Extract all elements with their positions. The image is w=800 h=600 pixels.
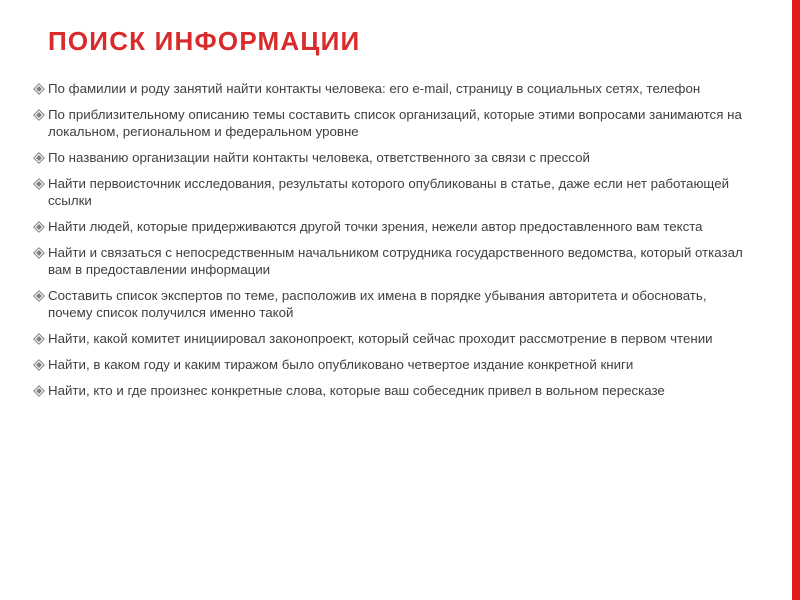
bullet-item (32, 382, 754, 399)
bullet-item (32, 80, 754, 97)
bullet-text: По названию организации найти контакты человека, ответственного за связи с прессой (48, 150, 590, 165)
bullet-text: Найти первоисточник исследования, результаты которого опубликованы в статье, даже если нет работающей ссылки (48, 176, 730, 208)
bullet-item (32, 330, 754, 347)
diamond-bullet-icon (33, 109, 45, 121)
diamond-bullet-icon (33, 385, 45, 397)
diamond-bullet-icon (33, 178, 45, 190)
slide-title: ПОИСК ИНФОРМАЦИИ (48, 26, 361, 56)
bullet-item (32, 175, 754, 209)
bullet-item (32, 149, 754, 166)
diamond-bullet-icon (33, 290, 45, 302)
bullet-item (32, 218, 754, 235)
diamond-bullet-icon (33, 152, 45, 164)
bullet-item (32, 287, 754, 321)
diamond-bullet-icon (33, 333, 45, 345)
diamond-bullet-icon (33, 83, 45, 95)
diamond-bullet-icon (33, 359, 45, 371)
bullet-text: Найти людей, которые придерживаются другой точки зрения, нежели автор предоставленного вам текста (48, 219, 703, 234)
bullet-text: По приблизительному описанию темы составить список организаций, которые этими вопросами занимаются на локальном, региональном и федеральном уровне (48, 107, 742, 139)
diamond-bullet-icon (33, 221, 45, 233)
diamond-bullet-icon (33, 247, 45, 259)
bullet-item (32, 356, 754, 373)
bullet-text: Найти, кто и где произнес конкретные слова, которые ваш собеседник привел в вольном пересказе (48, 383, 665, 398)
bullet-text: Найти, в каком году и каким тиражом было опубликовано четвертое издание конкретной книги (48, 357, 634, 372)
bullet-text: По фамилии и роду занятий найти контакты человека: его e-mail, страницу в социальных сетях, телефон (48, 81, 701, 96)
bullet-text: Составить список экспертов по теме, расположив их имена в порядке убывания авторитета и обосновать, почему список получился именно такой (48, 288, 707, 320)
bullet-text: Найти, какой комитет инициировал законопроект, который сейчас проходит рассмотрение в первом чтении (48, 331, 713, 346)
bullet-item (32, 244, 754, 278)
bullet-item (32, 106, 754, 140)
accent-bar (792, 0, 800, 600)
bullet-list (32, 80, 754, 408)
bullet-text: Найти и связаться с непосредственным начальником сотрудника государственного ведомства, который отказал вам в предоставлении информации (48, 245, 743, 277)
